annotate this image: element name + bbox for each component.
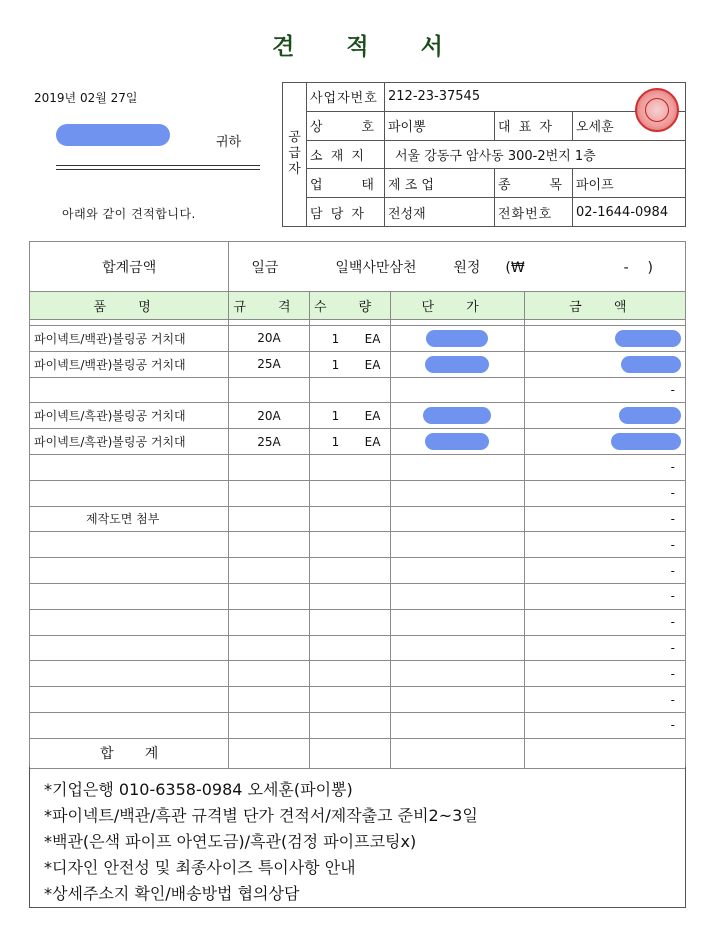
amount-dash: - [524, 506, 685, 532]
table-row [30, 609, 686, 635]
item-qty: 1 EA [309, 326, 390, 352]
supplier-vertical-label: 공 급 자 [283, 83, 307, 227]
total-won-close: ) [647, 259, 654, 276]
item-qty: 1 EA [309, 429, 390, 455]
table-row [30, 635, 686, 661]
contact-person-value: 전성재 [385, 198, 495, 227]
phone-label: 전화번호 [495, 198, 573, 227]
table-row [30, 326, 686, 352]
item-qty: 1 EA [309, 403, 390, 429]
business-item-value: 파이프 [573, 169, 686, 198]
table-row [30, 687, 686, 713]
contact-person-label: 담 당 자 [307, 198, 385, 227]
note-line: *디자인 안전성 및 최종사이즈 특이사항 안내 [44, 858, 356, 877]
address-label: 소 재 지 [307, 140, 385, 169]
recipient-honorific: 귀하 [216, 135, 242, 150]
drawing-note: 제작도면 첨부 [30, 506, 229, 532]
item-name: 파이넥트/흑관)볼링공 거치대 [30, 429, 229, 455]
table-row [30, 480, 686, 506]
recipient-name-redacted [56, 124, 170, 146]
business-item-label: 종 목 [495, 169, 573, 198]
amount-dash: - [524, 687, 685, 713]
col-header-qty: 수 량 [309, 292, 390, 320]
table-row [30, 583, 686, 609]
col-header-spec: 규 격 [229, 292, 309, 320]
seal-inner-ring [645, 98, 669, 122]
phone-value: 02-1644-0984 [573, 198, 686, 227]
col-header-item: 품 명 [30, 292, 229, 320]
intro-text: 아래와 같이 견적합니다. [62, 207, 196, 221]
item-name: 파이넥트/백관)볼링공 거치대 [30, 351, 229, 377]
business-type-label: 업 태 [307, 169, 385, 198]
table-row [30, 558, 686, 584]
total-suffix: 원정 [453, 259, 481, 276]
representative-label: 대 표 자 [495, 111, 573, 140]
amount-dash: - [524, 583, 685, 609]
sum-label: 합 계 [30, 738, 229, 768]
item-name: 파이넥트/백관)볼링공 거치대 [30, 326, 229, 352]
col-header-amount: 금 액 [524, 292, 685, 320]
item-amount [524, 403, 685, 429]
item-unit-price [390, 351, 524, 377]
note-line: *상세주소지 확인/배송방법 협의상담 [44, 884, 300, 903]
reg-no-label: 사업자번호 [307, 83, 385, 112]
item-amount [524, 326, 685, 352]
item-unit-price [390, 326, 524, 352]
document-title: 견 적 서 [272, 34, 465, 60]
company-seal [635, 88, 679, 132]
item-qty: 1 EA [309, 351, 390, 377]
note-line: *백관(은색 파이프 아연도금)/흑관(검정 파이프코팅x) [44, 832, 417, 851]
quote-date: 2019년 02월 27일 [34, 91, 138, 105]
representative-value: 오세훈 [573, 111, 686, 140]
note-line: *기업은행 010-6358-0984 오세훈(파이뽕) [44, 780, 353, 799]
table-row [30, 403, 686, 429]
sum-row [30, 738, 686, 768]
item-spec: 25A [229, 351, 309, 377]
total-amount-label: 합계금액 [30, 242, 229, 292]
total-amount-text: 일백사만삼천 [335, 259, 417, 276]
item-unit-price [390, 429, 524, 455]
table-row [30, 429, 686, 455]
company-name-label: 상 호 [307, 111, 385, 140]
amount-dash: - [524, 377, 685, 403]
amount-dash: - [524, 635, 685, 661]
item-amount [524, 429, 685, 455]
note-line: *파이넥트/백관/흑관 규격별 단가 견적서/제작출고 준비2~3일 [44, 806, 478, 825]
amount-dash: - [524, 454, 685, 480]
item-name: 파이넥트/흑관)볼링공 거치대 [30, 403, 229, 429]
table-row [30, 377, 686, 403]
total-amount-value [229, 242, 686, 292]
table-row [30, 712, 686, 738]
total-won-open: (₩ [505, 259, 525, 276]
address-value: 서울 강동구 암사동 300-2번지 1층 [385, 140, 686, 169]
reg-no-value: 212-23-37545 [385, 83, 686, 112]
item-spec: 20A [229, 403, 309, 429]
amount-dash: - [524, 532, 685, 558]
total-won-value: - [623, 259, 629, 276]
quote-table [29, 241, 686, 769]
item-spec: 25A [229, 429, 309, 455]
business-type-value: 제 조 업 [385, 169, 495, 198]
recipient-underline [56, 165, 260, 170]
amount-dash: - [524, 712, 685, 738]
item-unit-price [390, 403, 524, 429]
amount-dash: - [524, 480, 685, 506]
amount-dash: - [524, 609, 685, 635]
table-row [30, 661, 686, 687]
table-row [30, 351, 686, 377]
item-amount [524, 351, 685, 377]
supplier-table [282, 82, 686, 227]
item-spec: 20A [229, 326, 309, 352]
table-row [30, 506, 686, 532]
column-header-row [30, 292, 686, 320]
amount-dash: - [524, 661, 685, 687]
col-header-unit-price: 단 가 [390, 292, 524, 320]
table-row [30, 532, 686, 558]
table-row [30, 454, 686, 480]
total-prefix: 일금 [251, 259, 279, 276]
amount-dash: - [524, 558, 685, 584]
total-amount-row [30, 242, 686, 292]
notes-section [29, 767, 686, 908]
company-name-value: 파이뽕 [385, 111, 495, 140]
